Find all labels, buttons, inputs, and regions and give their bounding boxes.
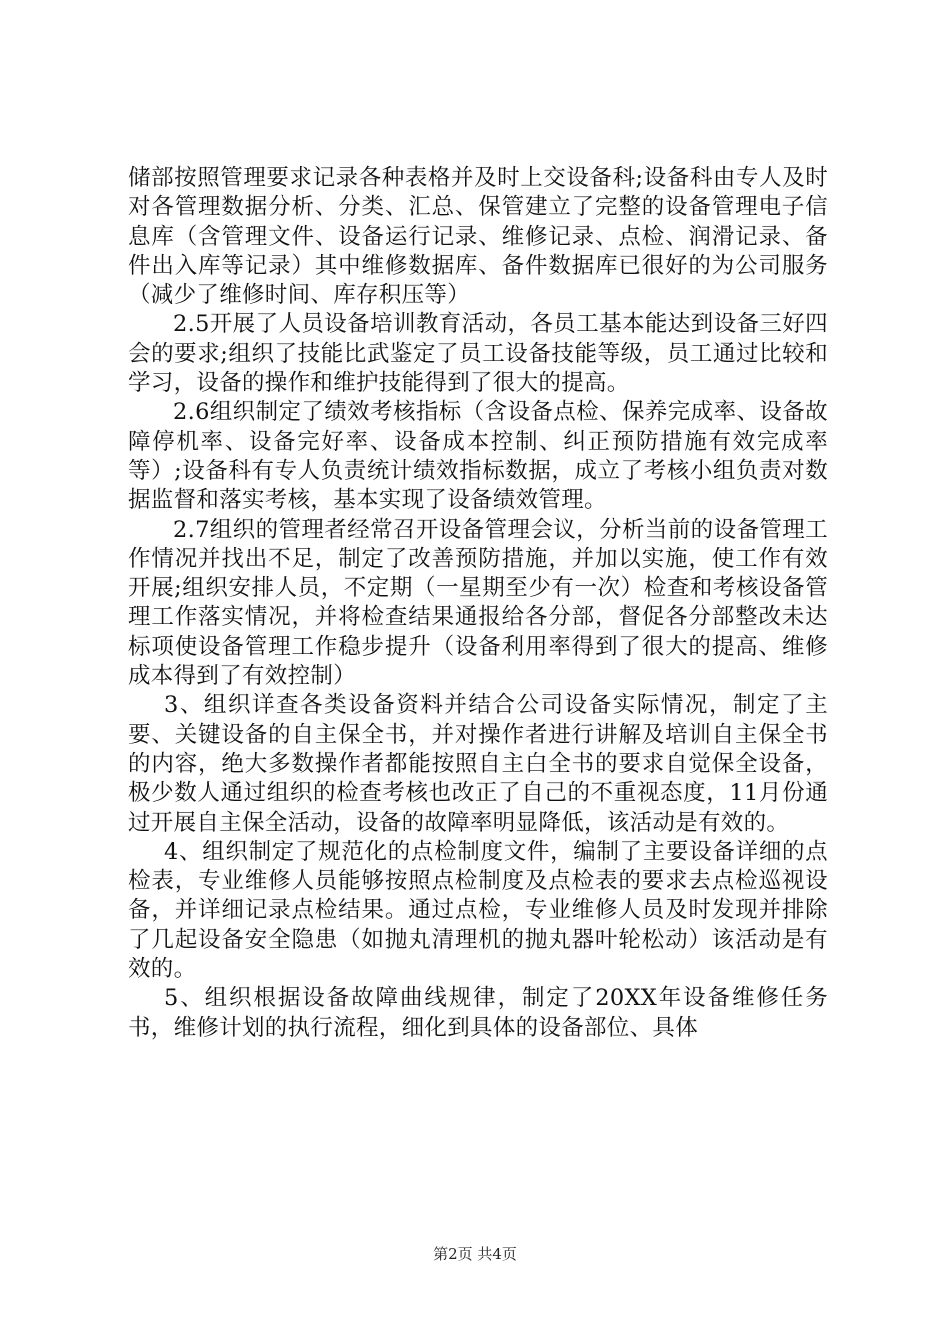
document-body (128, 164, 828, 1043)
paragraph-2-5-training: 2.5开展了人员设备培训教育活动，各员工基本能达到设备三好四会的要求;组织了技能比武鉴定了员工设备技能等级，员工通过比较和学习，设备的操作和维护技能得到了很大的提高。 (128, 311, 828, 397)
paragraph-3-self-maintenance: 3、组织详查各类设备资料并结合公司设备实际情况，制定了主要、关键设备的自主保全书，并对操作者进行讲解及培训自主保全书的内容，绝大多数操作者都能按照自主白全书的要求自觉保全设备，极少数人通过组织的检查考核也改正了自己的不重视态度，11月份通过开展自主保全活动，设备的故障率明显降低，该活动是有效的。 (128, 692, 828, 836)
paragraph-5-maintenance-plan: 5、组织根据设备故障曲线规律，制定了20XX年设备维修任务书，维修计划的执行流程，细化到具体的设备部位、具体 (128, 985, 828, 1041)
paragraph-4-inspection: 4、组织制定了规范化的点检制度文件，编制了主要设备详细的点检表，专业维修人员能够按照点检制度及点检表的要求去点检巡视设备，并详细记录点检结果。通过点检，专业维修人员及时发现并排除了几起设备安全隐患（如抛丸清理机的抛丸器叶轮松动）该活动是有效的。 (128, 838, 828, 983)
paragraph-2-6-performance: 2.6组织制定了绩效考核指标（含设备点检、保养完成率、设备故障停机率、设备完好率、设备成本控制、纠正预防措施有效完成率等）;设备科有专人负责统计绩效指标数据，成立了考核小组负责对数据监督和落实考核，基本实现了设备绩效管理。 (128, 399, 828, 514)
paragraph-storage-records: 储部按照管理要求记录各种表格并及时上交设备科;设备科由专人及时对各管理数据分析、分类、汇总、保管建立了完整的设备管理电子信息库（含管理文件、设备运行记录、维修记录、点检、润滑记录、备件出入库等记录）其中维修数据库、备件数据库已很好的为公司服务（减少了维修时间、库存积压等） (128, 165, 828, 309)
paragraph-2-7-meetings: 2.7组织的管理者经常召开设备管理会议，分析当前的设备管理工作情况并找出不足，制定了改善预防措施，并加以实施，使工作有效开展;组织安排人员，不定期（一星期至少有一次）检查和考核设备管理工作落实情况，并将检查结果通报给各分部，督促各分部整改未达标项使设备管理工作稳步提升（设备利用率得到了很大的提高、维修成本得到了有效控制） (128, 516, 828, 690)
page-footer: 第2页 共4页 (433, 1245, 517, 1263)
